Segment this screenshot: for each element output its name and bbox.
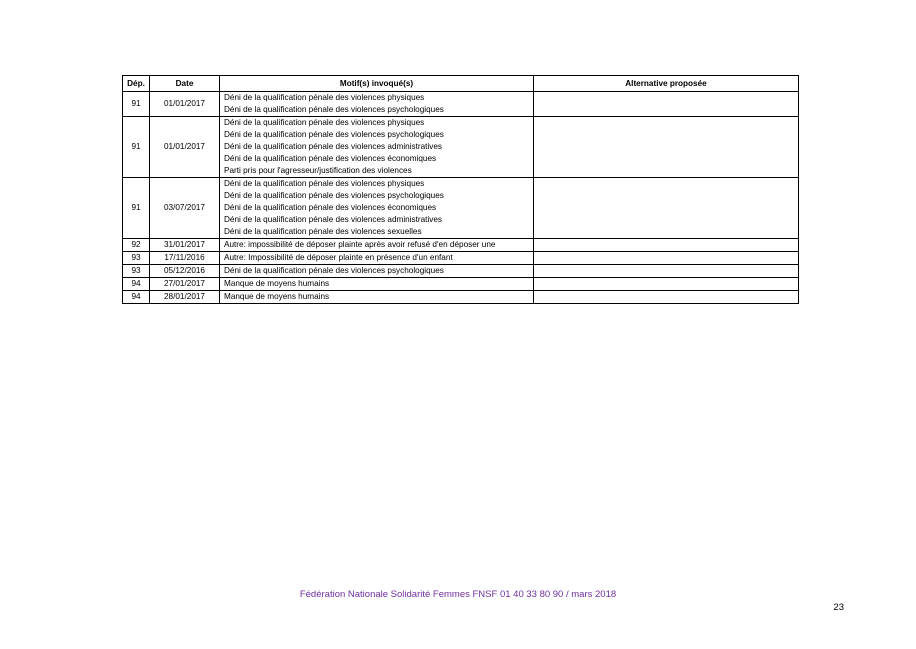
motif-line: Déni de la qualification pénale des violences physiques [224, 118, 425, 127]
motif-line: Déni de la qualification pénale des violences physiques [224, 93, 425, 102]
cell-alternative [534, 117, 799, 178]
cell-alternative [534, 178, 799, 239]
cell-motifs [220, 252, 534, 265]
cell-date: 28/01/2017 [150, 291, 220, 304]
cell-date: 05/12/2016 [150, 265, 220, 278]
motif-line: Déni de la qualification pénale des violences psychologiques [224, 266, 444, 275]
table-body [123, 92, 799, 304]
motif-line: Déni de la qualification pénale des violences économiques [224, 154, 437, 163]
cell-motifs [220, 117, 534, 178]
motif-line: Manque de moyens humains [224, 279, 330, 288]
table-row [123, 278, 799, 291]
motif-line: Autre: Impossibilité de déposer plainte en présence d'un enfant [224, 253, 453, 262]
cell-alternative [534, 265, 799, 278]
header-date: Date [150, 76, 220, 92]
motif-line: Autre: impossibilité de déposer plainte après avoir refusé d'en déposer une [224, 240, 496, 249]
motif-line: Déni de la qualification pénale des violences physiques [224, 179, 425, 188]
cell-motifs [220, 92, 534, 117]
table-row [123, 265, 799, 278]
cell-dep: 91 [123, 92, 150, 117]
cell-dep: 93 [123, 252, 150, 265]
table-row [123, 92, 799, 117]
motif-line: Déni de la qualification pénale des violences sexuelles [224, 227, 422, 236]
cell-alternative [534, 291, 799, 304]
cell-motifs [220, 265, 534, 278]
cell-date: 17/11/2016 [150, 252, 220, 265]
header-dep: Dép. [123, 76, 150, 92]
motif-line: Déni de la qualification pénale des violences économiques [224, 203, 437, 212]
header-motif: Motif(s) invoqué(s) [220, 76, 534, 92]
table-row [123, 178, 799, 239]
motif-line: Déni de la qualification pénale des violences psychologiques [224, 130, 444, 139]
cell-dep: 91 [123, 117, 150, 178]
cell-alternative [534, 252, 799, 265]
motif-line: Déni de la qualification pénale des violences psychologiques [224, 191, 444, 200]
cell-date: 27/01/2017 [150, 278, 220, 291]
table-row [123, 117, 799, 178]
cell-date: 01/01/2017 [150, 92, 220, 117]
footer-text: Fédération Nationale Solidarité Femmes FNSF 01 40 33 80 90 / mars 2018 [299, 589, 617, 600]
motif-line: Déni de la qualification pénale des violences psychologiques [224, 105, 444, 114]
cell-alternative [534, 239, 799, 252]
cell-dep: 94 [123, 278, 150, 291]
cell-dep: 94 [123, 291, 150, 304]
motif-line: Déni de la qualification pénale des violences administratives [224, 215, 443, 224]
motif-line: Manque de moyens humains [224, 292, 330, 301]
cell-date: 31/01/2017 [150, 239, 220, 252]
table-row [123, 252, 799, 265]
cell-dep: 91 [123, 178, 150, 239]
cell-date: 03/07/2017 [150, 178, 220, 239]
cell-dep: 92 [123, 239, 150, 252]
page-number: 23 [833, 602, 844, 613]
table-row [123, 291, 799, 304]
table-row [123, 239, 799, 252]
motif-line: Déni de la qualification pénale des violences administratives [224, 142, 443, 151]
cell-alternative [534, 92, 799, 117]
cell-dep: 93 [123, 265, 150, 278]
complaints-table [122, 75, 799, 304]
cell-motifs [220, 291, 534, 304]
cell-date: 01/01/2017 [150, 117, 220, 178]
cell-motifs [220, 239, 534, 252]
cell-alternative [534, 278, 799, 291]
motif-line: Parti pris pour l'agresseur/justification des violences [224, 166, 412, 175]
cell-motifs [220, 278, 534, 291]
cell-motifs [220, 178, 534, 239]
header-alternative: Alternative proposée [534, 76, 799, 92]
table-header-row [123, 76, 799, 92]
